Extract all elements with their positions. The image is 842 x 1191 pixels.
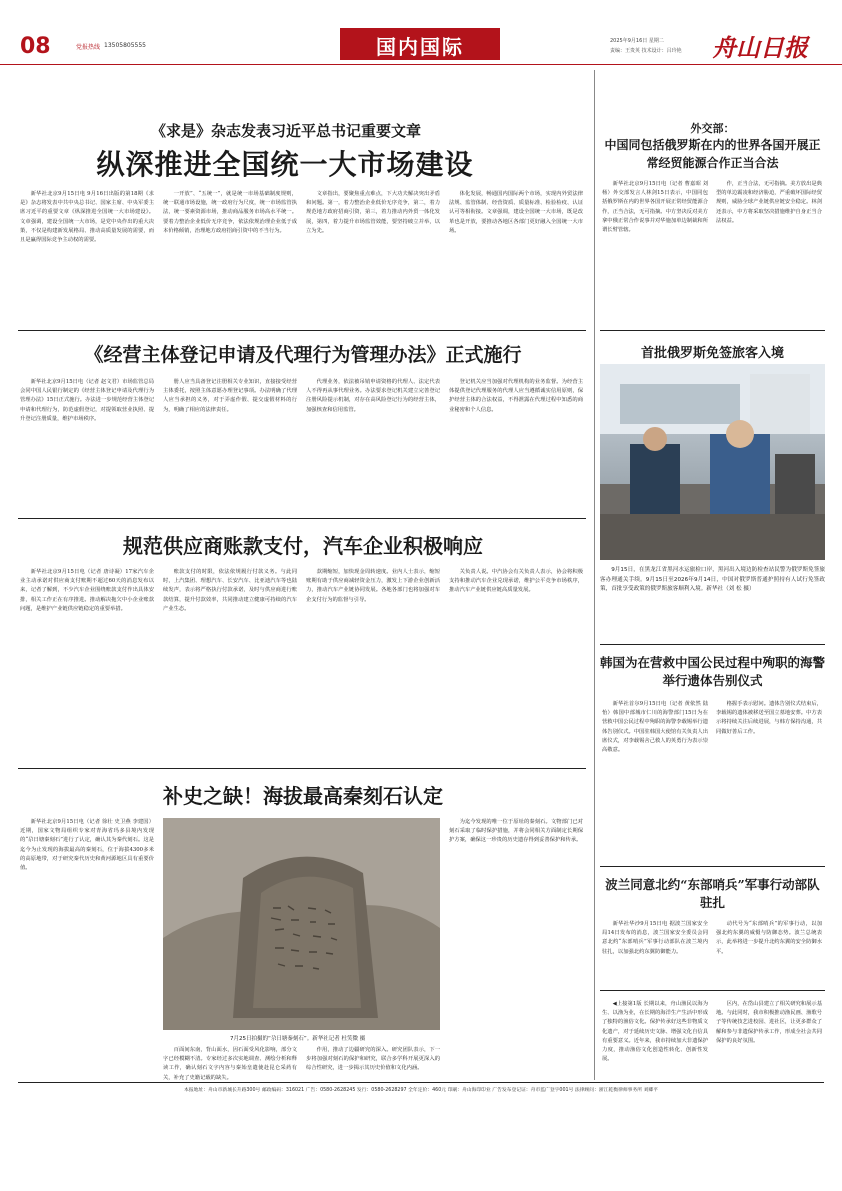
stone-col-2: 百面间东南，背山面水，因石面受风化影响，部分文字已经模糊不清。专家经过多次实地调查、测绘分析和释读工作，确认刻石文字内容与秦始皇遣使赴昆仑采药有关，补充了史籍记载的缺失。 [163, 1047, 297, 1081]
qiushi-col-2: 一开放”、“五统一”，就是统一市场基础制度规则，统一联通市场设施，统一政府行为尺度，统一市场监管执法，统一要素资源市场，推动商品服务市场高水平统一。要着力整治企业低价无序竞争，依法依规治理企业低于成本价格倾销，治理地方政府招商引资中的不当行为。 [163, 191, 297, 234]
korea-col-1: 新华社首尔9月15日电（记者 黄依然 陆怡）韩国中部城市仁川的海警部门15日为在营救中国公民过程中殉职的海警李载锡举行遗体告别仪式。中国驻韩国大使馆有关负责人出席仪式，对李载锡舍己救人的英勇行为表示崇高敬意。 [602, 701, 708, 754]
header-rule [0, 64, 842, 65]
qiushi-col-1: 新华社北京9月15日电 9月16日出版的第18期《求是》杂志将发表中共中央总书记、国家主席、中央军委主席习近平的重要文章《纵深推进全国统一大市场建设》。文章强调，建设全国统一大市场，是党中央作出的重大决策，不仅是构建新发展格局、推动高质量发展的需要，而且是赢得国际竞争主动权的需要。 [20, 191, 154, 244]
reg-col-3: 代理业务，依法被吊销申请资格的代理人、法定代表人不得再从事代理业务。办法要求登记机关建立完善登记注册风险提示机制，对存在高风险登记行为的经营主体，加强核查和信用监管。 [306, 379, 440, 413]
reg-col-2: 册人应当具备登记注册相关专业知识，直接接受经营主体委托，按照主体意愿办理登记事项。办法明确了代理人应当承担的义务，对于弄虚作假、提交虚假材料的行为，明确了相应的法律责任。 [163, 379, 297, 413]
hotline-label: 党报热线 [76, 44, 101, 51]
editors: 责编：王贵英 技术设计：吕玲艳 [610, 48, 682, 54]
page-number: 08 [20, 34, 51, 59]
pay-col-1: 新华社北京9月15日电（记者 唐诗凝）17家汽车企业主动承诺对供应商支付账期不超过60天的消息发布以来，记者了解到，不少汽车企业围绕账款支付作出具体安排，相关工作正在有序推进。推动解决拖欠中小企业账款问题，是维护产业链供应链稳定的重要举措。 [20, 569, 154, 612]
stone-headline: 补史之缺！海拔最高秦刻石认定 [163, 784, 443, 808]
korea-headline: 韩国为在营救中国公民过程中殉职的海警举行遗体告别仪式 [600, 655, 826, 688]
reg-headline: 《经营主体登记申请及代理行为管理办法》正式施行 [84, 344, 522, 366]
qiushi-col-3: 文章指出，要聚焦重点难点，下大功夫解决突出矛盾和问题。第一，着力整治企业低价无序竞争，第二，着力规范地方政府招商引资，第三，着力推动内外贸一体化发展，第四，着力提升市场监管效能，要坚持破立并举，以立为先。 [306, 191, 440, 234]
cont-col-1: ◀上接第1版 长期以来，舟山渔民以海为生、以渔为业，在长期的海洋生产生活中形成了独特的渔俗文化。保护传承好这些非物质文化遗产，对于延续历史文脉、增强文化自信具有重要意义。近年来，我市持续加大非遗保护力度，推动渔俗文化创造性转化、创新性发展。 [602, 1001, 708, 1063]
cr-kicker: 外交部： [690, 122, 735, 135]
section-title: 国内国际 [376, 35, 464, 59]
qiushi-kicker: 《求是》杂志发表习近平总书记重要文章 [150, 122, 421, 140]
qiushi-headline: 纵深推进全国统一大市场建设 [96, 148, 474, 181]
stone-col-4: 为迄今发现的唯一位于原址的秦刻石。文物部门已对刻石采取了临时保护措施，并将会同相关方面制定长期保护方案，确保这一珍贵的历史遗存得到妥善保护和传承。 [449, 819, 583, 844]
poland-col-2: 动代号为“东部哨兵”的军事行动，以加强北约东翼的威慑与防御态势。波兰总统表示，此举将进一步提升北约东翼的安全防御水平。 [716, 921, 822, 955]
cr-headline: 中国同包括俄罗斯在内的世界各国开展正常经贸能源合作正当合法 [604, 138, 821, 170]
stone-col-3: 作用，推动了边疆研究的深入。研究团队表示，下一步将加强对刻石的保护和研究，联合多学科开展更深入的综合性研究，进一步揭示其历史价值和文化内涵。 [306, 1047, 440, 1072]
hotline-number: 13505805555 [104, 42, 146, 49]
issue-date: 2025年9月16日 星期二 [610, 38, 664, 44]
visa-headline: 首批俄罗斯免签旅客入境 [640, 346, 784, 361]
poland-headline: 波兰同意北约“东部哨兵”军事行动部队驻扎 [605, 877, 820, 910]
masthead-logo: 舟山日报 [712, 33, 808, 62]
qiushi-col-4: 体化发展，畅通国内国际两个市场，实现内外贸法律法规、监管体制、经营资质、质量标准、检验检疫、认证认可等相衔接。文章强调，建设全国统一大市场，既是改革也是开放，要推动各地区各部门更好融入全国统一大市场。 [449, 191, 583, 234]
cr-col-2: 作，正当合法，无可指摘。美方放出是典型的单边霸凌和经济胁迫，严重破坏国际经贸规则，威胁全球产业链供应链安全稳定。林剑还表示，中方将采取坚决措施维护自身正当合法权益。 [716, 181, 822, 224]
pay-col-2: 账款支付的时限，依法依规履行付款义务。与此同时，上汽集团、理想汽车、长安汽车、比亚迪汽车等也陆续发声，表示将严格执行付款承诺，及时与供应商进行账款结算，提升付款效率，共同推动建立健康可持续的汽车产业生态。 [163, 569, 297, 612]
stone-col-1: 新华社北京9月15日电（记者 徐壮 史卫燕 李建国）近期，国家文物局组织专家对青海省玛多县境内发现的“尕日塘秦刻石”进行了认定，确认其为秦代刻石。这是迄今为止发现的海拔最高的秦刻石，位于海拔4300多米的高原地带，对于研究秦代历史和黄河源地区具有重要价值。 [20, 819, 154, 872]
cr-col-1: 新华社北京9月15日电（记者 曹嘉昭 刘杨）外交部发言人林剑15日表示，中国同包括俄罗斯在内的世界各国开展正常经贸能源合作，正当合法，无可指摘。中方坚决反对美方拿中俄正常合作说事并对华施加单边制裁和所谓长臂管辖。 [602, 181, 708, 234]
poland-col-1: 新华社华沙9月15日电 据波兰国家安全局14日发布的消息，波兰国家安全委员会同意北约“东部哨兵”军事行动部队在波兰境内驻扎，以加强北约东翼防御能力。 [602, 921, 708, 955]
pay-headline: 规范供应商账款支付，汽车企业积极响应 [123, 534, 483, 558]
cont-col-2: 区内，在岱山县建立了相关研究和展示基地。与此同时，我市积极推动渔民画、渔歌号子等传统技艺进校园、进社区，让更多群众了解和参与非遗保护传承工作，形成全社会共同保护的良好氛围。 [716, 1001, 822, 1044]
visa-caption: 9月15日，在黑龙江省黑河水运旅检口岸，黑河出入境边防检查站民警为俄罗斯免签旅客办理通关手续。9月15日至2026年9月14日，中国对俄罗斯普通护照持有人试行免签政策，首批享受政策的俄罗斯旅客顺利入境。新华社（刘 松 摄） [600, 567, 825, 592]
pay-col-3: 款期缩短，加快现金周转速度。业内人士表示，缩短账期有助于供应商减轻资金压力，激发上下游企业创新活力，推动汽车产业链协同发展。各地各部门也将加强对车企支付行为的监督与引导。 [306, 569, 440, 603]
pay-col-4: 关负责人说。中汽协会有关负责人表示，协会将积极支持和推动汽车企业兑现承诺，维护公平竞争市场秩序，推动汽车产业链供应链高质量发展。 [449, 569, 583, 594]
stone-caption: 7月25日拍摄的“尕日塘秦刻石”。新华社记者 杜笑微 摄 [230, 1036, 366, 1042]
visa-photo [600, 364, 825, 560]
reg-col-4: 登记机关应当加强对代理机构的业务监督。为经营主体提供登记代理服务的代理人应当遵循诚实信用原则，保护经营主体的合法权益，不得泄露在代理过程中知悉的商业秘密和个人信息。 [449, 379, 583, 413]
footer-info: 本报地址：舟山市新城长升路300号 邮政编码：316021 广告：0580-2628245 发行：0580-2628297 全年定价：460元 印刷：舟山海印印业 广告发布登记证：舟市监广登字001号 法律顾问：浙江乾衡律师事务所 刘卿平 [184, 1088, 658, 1093]
reg-col-1: 新华社北京9月15日电（记者 赵文君）市场监管总局会同中国人民银行制定的《经营主体登记申请及代理行为管理办法》15日正式施行。办法进一步规范经营主体登记申请和代理行为，防范虚假登记，对提领取营业执照、提升登记注册质量，维护市场秩序。 [20, 379, 154, 422]
korea-col-2: 格握手表示慰问。遗体告别仪式结束后，李载锡的遗体被移送至国立墓地安葬。中方表示将持续关注后续进展，与韩方保持沟通，共同做好善后工作。 [716, 701, 822, 735]
stone-photo [163, 818, 440, 1030]
